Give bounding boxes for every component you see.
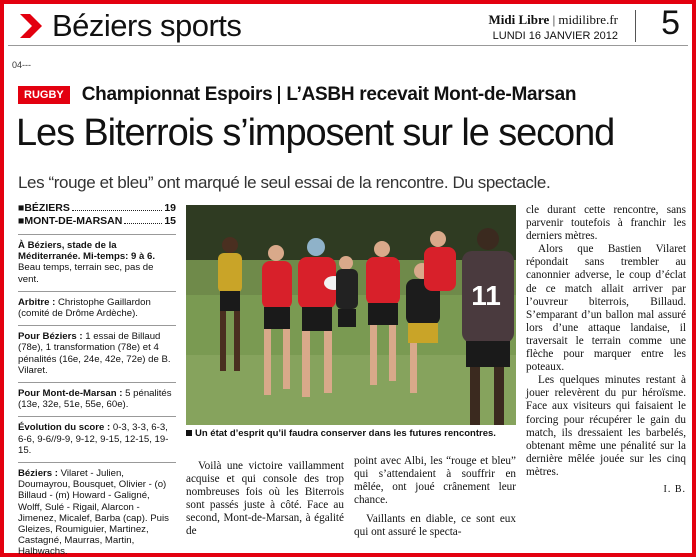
team-away: ■MONT-DE-MARSAN — [18, 215, 123, 227]
article-column-3: cle durant cette rencontre, sans parvenir toutefois à franchir les derniers mètres. Alors que Bastien Vilaret répondait sans trembler au canonnier adverse, le coup d’éclat de ce match allait arriver par l’ouvreur biterrois, Billaud. S’emparant d’un ballon mal assuré lors d’une attaque landaise, il traversait le terrain comme une flèche pour marquer entre les poteaux. Les quelques minutes restant à jouer relevèrent du pur héroïsme. Face aux visiteurs qui faisaient le forcing pour récupérer le gain du match, ils dressaient les barbelés, obtenant même une pénalité sur la dernière mêlée jouée sur les cinq mètres. I. B. — [526, 204, 686, 495]
lineup: Béziers : Vilaret - Julien, Doumayrou, Bousquet, Olivier - (o) Billaud - (m) Howard - Galigné, Wolff, Sulé - Rigail, Alarcon - Jimenez, Micalef, Barba (cap). Puis Gleizes, Roumiguier, Martinez, Castagné, Maurras, Martin, Halbwachs. — [18, 468, 169, 557]
venue: À Béziers, stade de la Méditerranée. Mi-temps: 9 à 6. Beau temps, terrain sec, pas de vent. — [18, 240, 156, 285]
match-photo-illustration — [186, 205, 516, 425]
referee: Arbitre : Christophe Gaillardon (comité de Drôme Ardèche). — [18, 296, 151, 320]
photo-caption: Un état d’esprit qu’il faudra conserver dans les futures rencontres. — [186, 428, 516, 439]
kicker-divider — [278, 86, 280, 104]
publication-name: Midi Libre — [488, 12, 550, 27]
kicker-text — [82, 84, 576, 106]
scoring-mont-de-marsan: Pour Mont-de-Marsan : 5 pénalités (13e, 32e, 51e, 55e, 60e). — [18, 388, 172, 411]
score-home: 19 — [164, 202, 176, 214]
kicker-competition: Championnat Espoirs — [81, 84, 273, 105]
match-photo — [186, 205, 516, 425]
section-title: Béziers sports — [52, 8, 242, 43]
page-number: 5 — [661, 4, 680, 42]
caption-bullet-icon — [186, 430, 192, 436]
score-row-away — [18, 215, 176, 228]
page-header — [8, 6, 688, 46]
team-home: ■BÉZIERS — [18, 202, 70, 214]
score-away: 15 — [164, 215, 176, 227]
kicker — [18, 82, 576, 108]
match-sheet — [18, 202, 176, 557]
header-divider — [635, 10, 636, 42]
score-row-home — [18, 202, 176, 215]
jersey-number: 11 — [471, 280, 501, 311]
article-column-2: point avec Albi, les “rouge et bleu” qui s’attendaient à souffrir en mêlée, ont joué crânement leur chance. Vaillants en diable, ce sont eux qui ont assuré le specta- — [354, 455, 516, 539]
category-badge: RUGBY — [18, 86, 70, 104]
headline: Les Biterrois s’imposent sur le second — [16, 112, 615, 154]
page-code: 04--- — [12, 60, 32, 70]
publication-website: midilibre.fr — [558, 12, 618, 27]
score-evolution: Évolution du score : 0-3, 3-3, 6-3, 6-6, 9-6//9-9, 9-12, 9-15, 12-15, 19-15. — [18, 422, 169, 456]
publication-info: Midi Libre | midilibre.fr LUNDI 16 JANVIER 2012 — [488, 12, 618, 42]
author-signature: I. B. — [663, 483, 686, 495]
chevron-right-icon — [16, 12, 44, 40]
article-column-1: Voilà une victoire vaillamment acquise et qui console des trop nombreuses fois où les Biterrois sont passés juste à côté. Face au second, Mont-de-Marsan, à égalité de — [186, 460, 344, 538]
deck: Les “rouge et bleu” ont marqué le seul essai de la rencontre. Du spectacle. — [18, 173, 551, 192]
kicker-topic: L’ASBH recevait Mont-de-Marsan — [286, 84, 577, 105]
scoring-beziers: Pour Béziers : 1 essai de Billaud (78e), 1 transformation (78e) et 4 pénalités (16e, 24e, 42e, 72e) de B. Vilaret. — [18, 331, 171, 376]
publication-date: LUNDI 16 JANVIER 2012 — [492, 30, 618, 42]
